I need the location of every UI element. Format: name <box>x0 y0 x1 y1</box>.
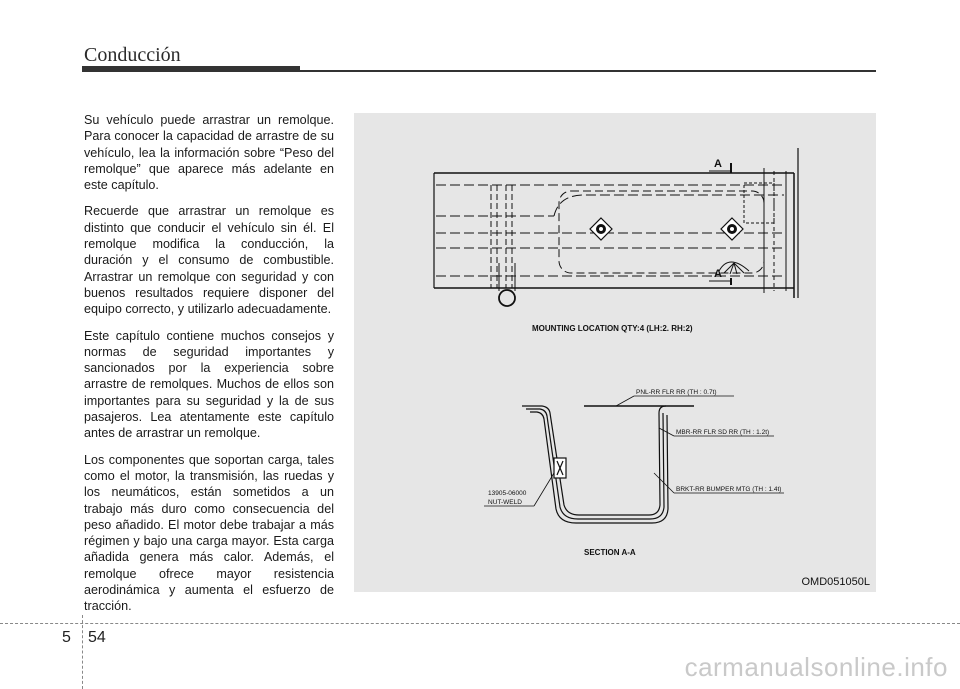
callout-nut-weld: NUT-WELD <box>488 499 522 506</box>
callout-bracket-bumper: BRKT-RR BUMPER MTG (TH : 1.4t) <box>676 486 782 493</box>
paragraph-3: Este capítulo contiene muchos consejos y normas de seguridad importantes y sancionados por la experiencia sobre arrastre de remolques. Muchos de ellos son importantes para su seguridad y la de sus pasajeros. Lea atentamente este capítulo antes de arrastrar un remolque. <box>84 328 334 441</box>
watermark-text: carmanualsonline.info <box>684 652 948 682</box>
footer-divider <box>0 623 960 624</box>
footer-vertical-rule <box>82 615 83 689</box>
chapter-number: 5 <box>62 629 71 646</box>
callout-part-number: 13905-06000 <box>488 490 527 497</box>
mounting-diagram-figure <box>354 113 876 592</box>
header-rule-thin <box>300 70 876 72</box>
body-text <box>84 112 334 625</box>
section-aa-caption: SECTION A-A <box>584 548 636 557</box>
paragraph-1: Su vehículo puede arrastrar un remolque. Para conocer la capacidad de arrastre de su vehículo, lea la información sobre “Peso del remolque” que aparece más adelante en este capítulo. <box>84 113 334 193</box>
callout-member-floor-side: MBR-RR FLR SD RR (TH : 1.2t) <box>676 429 770 436</box>
mounting-diagram <box>354 113 876 592</box>
figure-code: OMD051050L <box>801 576 870 588</box>
page-number: 54 <box>88 629 106 646</box>
header-rule-thick <box>82 66 300 72</box>
mounting-location-caption: MOUNTING LOCATION QTY:4 (LH:2. RH:2) <box>532 324 693 333</box>
section-marker-bottom: A <box>714 268 722 280</box>
page-header-title: Conducción <box>84 44 181 66</box>
paragraph-2: Recuerde que arrastrar un remolque es distinto que conducir el vehículo sin él. El remolque modifica la conducción, la duración y el consumo de combustible. Arrastrar un remolque con seguridad y con buenos resultados requiere disponer del equipo correcto, y utilizarlo adecuadamente. <box>84 204 334 317</box>
callout-panel-rear-floor: PNL-RR FLR RR (TH : 0.7t) <box>636 389 717 396</box>
paragraph-4: Los componentes que soportan carga, tales como el motor, la transmisión, las ruedas y los neumáticos, están sometidos a un trabajo más duro como consecuencia del peso añadido. El motor debe trabajar a más régimen y bajo una carga mayor. Esta carga añadida genera más calor. Además, el remolque ofrece mayor resistencia aerodinámica y aumenta el esfuerzo de tracción. <box>84 452 334 614</box>
section-marker-top: A <box>714 158 722 170</box>
